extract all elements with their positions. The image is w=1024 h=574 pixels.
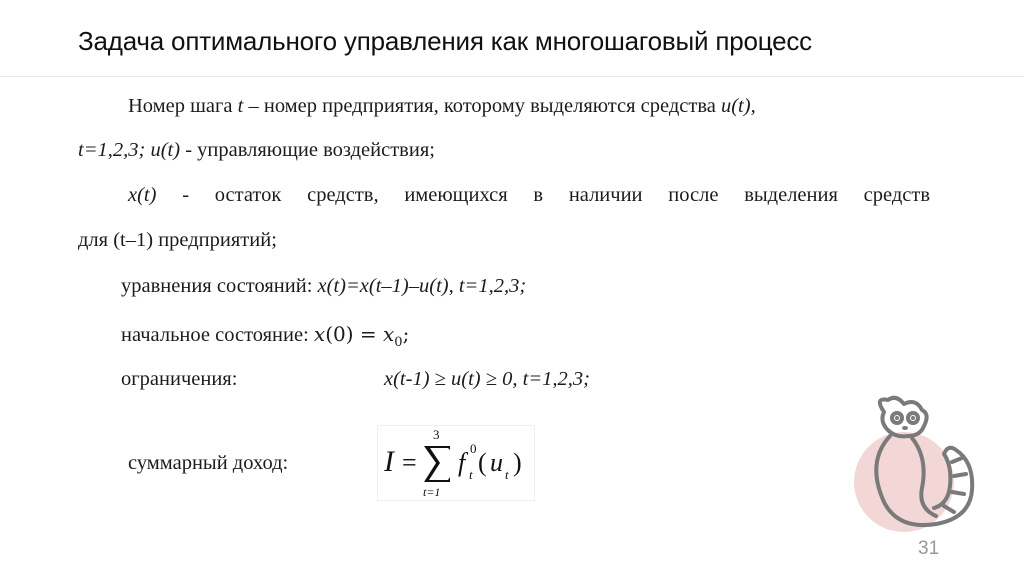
logo-bg-circle xyxy=(854,432,954,532)
state-equation xyxy=(121,275,526,298)
initial-label: начальное состояние: xyxy=(121,324,314,346)
initial-arg: (0) = xyxy=(325,322,384,346)
initial-state xyxy=(121,322,409,350)
divider xyxy=(0,76,1024,77)
para1-line2-rest: - управляющие воздействия; xyxy=(180,139,435,161)
formula-lower: t=1 xyxy=(423,485,441,499)
formula-sub-u: t xyxy=(505,467,509,482)
para2-line2: для (t–1) предприятий; xyxy=(78,229,277,251)
formula-eq: = xyxy=(402,448,417,477)
state-eq-label: уравнения состояний: xyxy=(121,275,318,297)
total-label: суммарный доход: xyxy=(128,452,289,474)
para2-xt: x(t) xyxy=(128,184,157,206)
page-number: 31 xyxy=(918,538,940,559)
sigma-icon xyxy=(424,446,450,482)
para1-ut: u(t), xyxy=(720,95,756,117)
formula-upper: 3 xyxy=(433,427,440,442)
initial-x: x xyxy=(313,322,326,346)
para1-line2 xyxy=(78,139,435,162)
formula-sub-t: t xyxy=(469,467,473,482)
formula-f: f xyxy=(458,448,466,477)
initial-sub: 0 xyxy=(394,335,403,351)
formula-sup: 0 xyxy=(470,441,477,456)
initial-x0: x xyxy=(383,322,395,346)
formula-close: ) xyxy=(513,448,522,477)
formula-I: I xyxy=(384,445,394,478)
para1-middle: – номер предприятия, которому выделяются средства xyxy=(243,95,721,117)
formula-open: ( xyxy=(478,448,487,477)
para1-line2-italic: t=1,2,3; u(t) xyxy=(78,139,181,161)
para2-rest: - остаток средств, имеющихся в наличии после выделения средств xyxy=(156,184,930,206)
slide-title: Задача оптимального управления как многошаговый процесс xyxy=(78,26,812,56)
constraints-formula-text: x(t-1) ≥ u(t) ≥ 0, t=1,2,3; xyxy=(384,368,590,390)
raccoon-nose-icon xyxy=(902,426,908,430)
para1-prefix: Номер шага xyxy=(128,95,238,117)
para2-line1 xyxy=(128,184,930,207)
raccoon-logo xyxy=(844,392,1014,542)
state-eq-formula: x(t)=x(t–1)–u(t), t=1,2,3; xyxy=(317,275,527,297)
initial-end: ; xyxy=(402,322,410,346)
para1-line1 xyxy=(128,95,756,118)
constraints-label: ограничения: xyxy=(121,368,238,390)
raccoon-pupil-left-icon xyxy=(895,416,899,420)
para1-t: t xyxy=(237,95,244,117)
formula-u: u xyxy=(490,448,503,477)
raccoon-pupil-right-icon xyxy=(911,416,915,420)
constraints-formula xyxy=(384,368,590,391)
sum-formula xyxy=(377,425,535,501)
sum-formula-svg xyxy=(378,426,534,500)
